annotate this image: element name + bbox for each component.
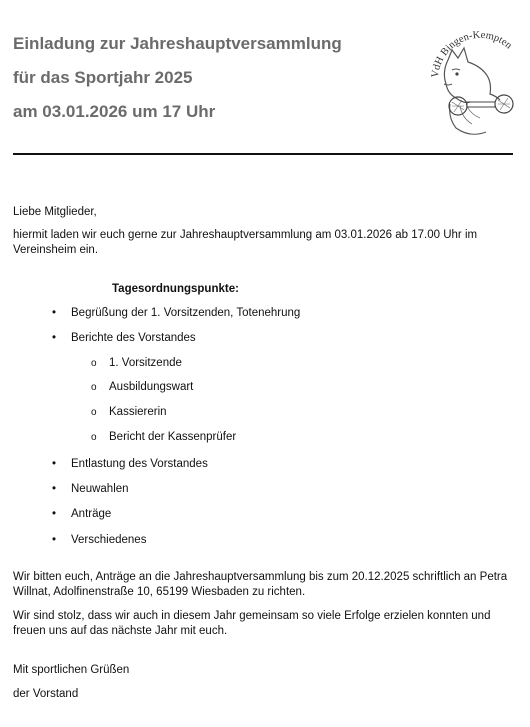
agenda-subitem	[91, 380, 193, 395]
circle-bullet-icon: o	[91, 407, 97, 418]
agenda-item	[52, 507, 111, 522]
signature: der Vorstand	[13, 688, 79, 700]
agenda-item-label: Neuwahlen	[71, 483, 129, 495]
circle-bullet-icon: o	[91, 382, 97, 393]
agenda-subitem	[91, 430, 236, 445]
intro-paragraph: hiermit laden wir euch gerne zur Jahreshauptversammlung am 03.01.2026 ab 17.00 Uhr im Vereinsheim ein.	[13, 229, 478, 256]
request-paragraph: Wir bitten euch, Anträge an die Jahreshauptversammlung bis zum 20.12.2025 schriftlich an Petra Willnat, Adolfinenstraße 10, 65199 Wiesbaden zu richten.	[13, 571, 508, 598]
bullet-icon: •	[52, 534, 57, 546]
logo-text: VdH Bingen-Kempten	[430, 29, 514, 79]
title-line-3: am 03.01.2026 um 17 Uhr	[13, 102, 216, 121]
bullet-icon: •	[52, 508, 57, 520]
circle-bullet-icon: o	[91, 358, 97, 369]
german-shepherd-with-dumbbell-icon	[430, 22, 522, 140]
bullet-icon: •	[52, 332, 57, 344]
pride-paragraph: Wir sind stolz, dass wir auch in diesem Jahr gemeinsam so viele Erfolge erzielen konnten und freuen uns auf das nächste Jahr mit euch.	[13, 610, 491, 637]
agenda-item-label: Verschiedenes	[71, 534, 147, 546]
club-logo	[430, 22, 522, 140]
agenda-subitem-label: Bericht der Kassenprüfer	[109, 431, 237, 443]
agenda-item	[52, 533, 146, 548]
agenda-heading: Tagesordnungspunkte:	[112, 283, 239, 295]
greeting: Liebe Mitglieder,	[13, 206, 97, 218]
circle-bullet-icon: o	[91, 432, 97, 443]
document-title	[13, 34, 342, 136]
closing: Mit sportlichen Grüßen	[13, 664, 130, 676]
agenda-item	[52, 306, 300, 321]
bullet-icon: •	[52, 307, 57, 319]
agenda-subitem-label: 1. Vorsitzende	[109, 357, 182, 369]
agenda-item-label: Berichte des Vorstandes	[71, 332, 196, 344]
bullet-icon: •	[52, 483, 57, 495]
horizontal-divider	[13, 153, 513, 155]
agenda-item	[52, 457, 208, 472]
agenda-item	[52, 482, 129, 497]
bullet-icon: •	[52, 458, 57, 470]
agenda-item-label: Anträge	[71, 508, 112, 520]
agenda-item-label: Entlastung des Vorstandes	[71, 458, 208, 470]
agenda-subitem	[91, 405, 167, 420]
agenda-subitem	[91, 356, 182, 371]
agenda-item-label: Begrüßung der 1. Vorsitzenden, Totenehrung	[71, 307, 301, 319]
title-line-2: für das Sportjahr 2025	[13, 68, 193, 87]
agenda-subitem-label: Kassiererin	[109, 406, 167, 418]
agenda-item	[52, 331, 196, 346]
agenda-subitem-label: Ausbildungswart	[109, 381, 194, 393]
svg-text:VdH Bingen-Kempten	[430, 30, 514, 79]
title-line-1: Einladung zur Jahreshauptversammlung	[13, 34, 342, 53]
